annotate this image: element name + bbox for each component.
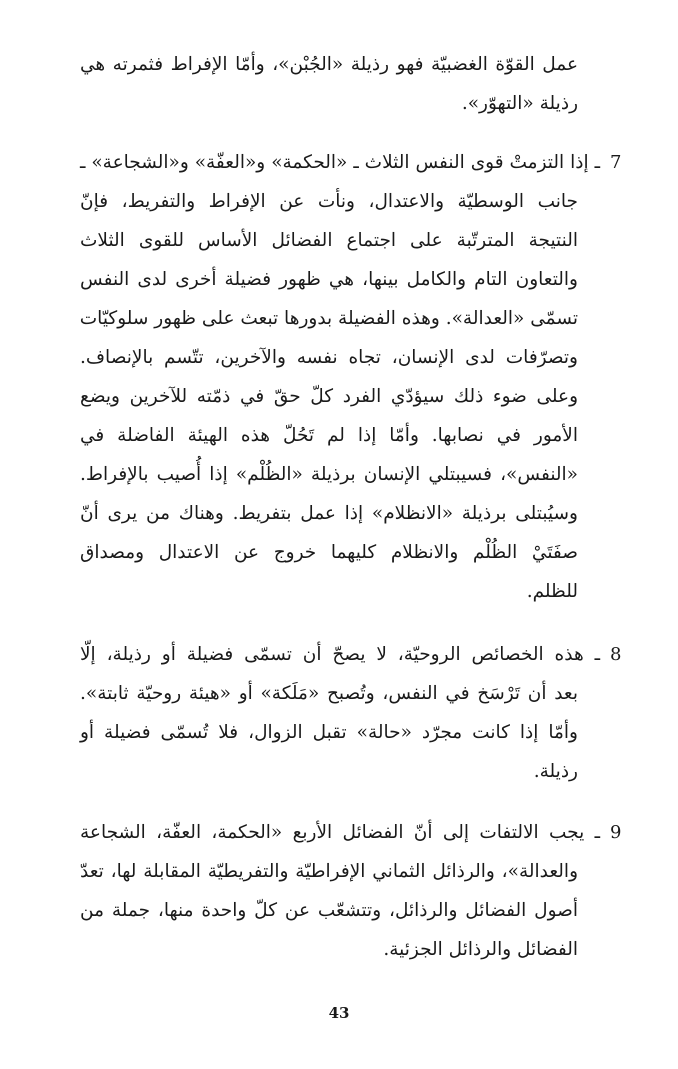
text-line: والعدالة»، والرذائل الثماني الإفراطيّة والتفريطيّة المقابلة لها، تعدّ (80, 861, 578, 882)
text-line: وتصرّفات لدى الإنسان، تجاه نفسه والآخرين، تتّسم بالإنصاف. (80, 347, 578, 368)
text-line: الأمور في نصابها. وأمّا إذا لم تَحُلّ هذه الهيئة الفاضلة في (80, 425, 578, 446)
text-line: النتيجة المترتّبة على اجتماع الفضائل الأساس للقوى الثلاث (80, 230, 578, 251)
text-line: وسيُبتلى برذيلة «الانظلام» إذا عمل بتفريط. وهناك من يرى أنّ (80, 503, 578, 524)
intro-paragraph (80, 45, 578, 123)
text-line: للظلم. (526, 581, 578, 602)
item-9-paragraph (80, 813, 600, 969)
text-line: ـ هذه الخصائص الروحيّة، لا يصحّ أن تسمّى فضيلة أو رذيلة، إلّا (80, 644, 600, 665)
text-line: والتعاون التام والكامل بينها، هي ظهور فضيلة أخرى لدى النفس (80, 269, 578, 290)
item-7-paragraph (80, 143, 600, 611)
item-8-paragraph (80, 635, 600, 791)
item-number: 8 (610, 644, 622, 665)
text-line: الفضائل والرذائل الجزئية. (383, 939, 578, 960)
text-line: رذيلة. (533, 761, 578, 782)
text-line: وعلى ضوء ذلك سيؤدّي الفرد كلّ حقّ في ذمّته للآخرين ويضع (80, 386, 578, 407)
text-line: وأمّا إذا كانت مجرّد «حالة» تقبل الزوال، فلا تُسمّى فضيلة أو (80, 722, 578, 743)
text-line: بعد أن تَرْسَخ في النفس، وتُصبح «مَلَكة» أو «هيئة روحيّة ثابتة». (80, 683, 578, 704)
text-line: ـ إذا التزمتْ قوى النفس الثلاث ـ «الحكمة» و«العفّة» و«الشجاعة» ـ (80, 152, 600, 173)
item-number: 9 (610, 822, 622, 843)
text-line: صفَتَيْ الظُلْم والانظلام كليهما خروج عن الاعتدال ومصداق (80, 542, 578, 563)
text-line: تسمّى «العدالة». وهذه الفضيلة بدورها تبعث على ظهور سلوكيّات (79, 308, 578, 329)
item-number: 7 (610, 152, 622, 173)
text-line: أصول الفضائل والرذائل، وتتشعّب عن كلّ واحدة منها، جملة من (80, 900, 578, 921)
text-line: ـ يجب الالتفات إلى أنّ الفضائل الأربع «الحكمة، العفّة، الشجاعة (80, 822, 600, 843)
page-number: 43 (328, 1004, 350, 1022)
text-line: جانب الوسطيّة والاعتدال، ونأت عن الإفراط والتفريط، فإنّ (80, 191, 578, 212)
text-line: «النفس»، فسيبتلي الإنسان برذيلة «الظُلْم» إذا أُصيب بالإفراط. (80, 464, 578, 485)
text-line: عمل القوّة الغضبيّة فهو رذيلة «الجُبْن»، وأمّا الإفراط فثمرته هي (80, 54, 578, 75)
text-line: رذيلة «التهوّر». (461, 93, 578, 114)
